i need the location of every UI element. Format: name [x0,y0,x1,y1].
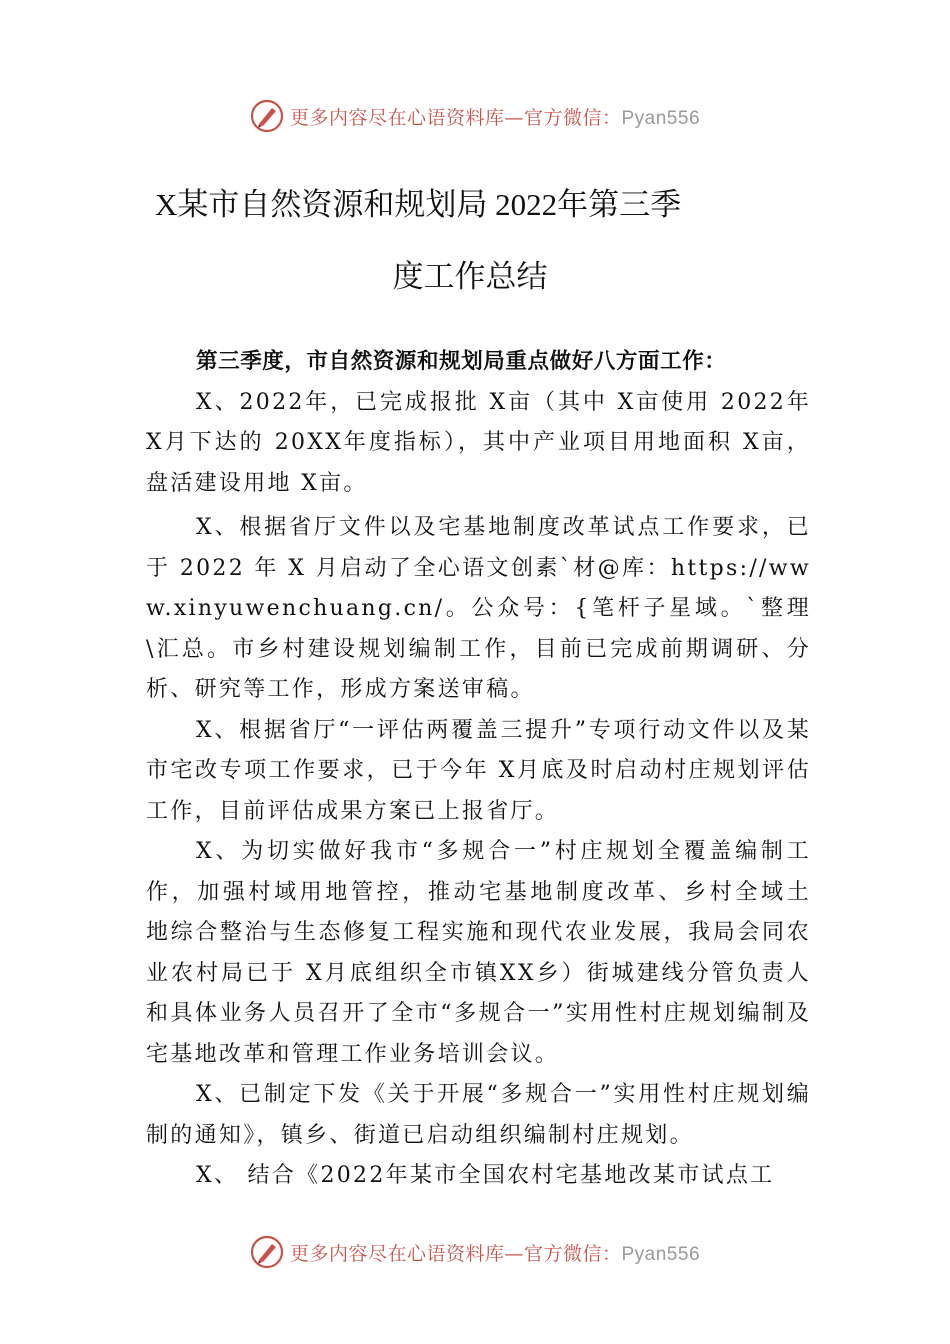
paragraph: X、根据省厅“一评估两覆盖三提升”专项行动文件以及某市宅改专项工作要求，已于今年 X月底及时启动村庄规划评估工作，目前评估成果方案已上报省厅。 [146,717,811,824]
paragraph: X、 结合《2022年某市全国农村宅基地改某市试点工 [196,1163,775,1188]
watermark-banner-top [0,96,950,136]
watermark-text: 更多内容尽在心语资料库—官方微信：Pyan556 [289,1242,701,1265]
pen-logo-icon [250,99,284,133]
paragraph: X、根据省厅文件以及宅基地制度改革试点工作要求，已于 2022 年 X 月启动了全心语文创素`材@库：https://www.xinyuwenchuang.cn/。公众号：{笔杆子星域。`整理\汇总。市乡村建设规划编制工作，目前已完成前期调研、分析、研究等工作，形成方案送审稿。 [146,515,811,702]
watermark-banner-bottom [0,1232,950,1272]
watermark-text: 更多内容尽在心语资料库—官方微信：Pyan556 [289,106,701,129]
paragraph-lead: 第三季度，市自然资源和规划局重点做好八方面工作： [196,349,727,374]
title-line-2: 度工作总结 [392,259,548,294]
paragraph: X、2022年，已完成报批 X亩（其中 X亩使用 2022年 X月下达的 20XX年度指标），其中产业项目用地面积 X亩，盘活建设用地 X亩。 [146,389,811,496]
pen-logo-icon [250,1235,284,1269]
title-line-1: X某市自然资源和规划局 2022年第三季 [155,187,682,222]
document-body [146,342,811,1197]
document-title [140,185,840,297]
paragraph: X、为切实做好我市“多规合一”村庄规划全覆盖编制工作，加强村域用地管控，推动宅基地制度改革、乡村全域土 地综合整治与生态修复工程实施和现代农业发展，我局会同农业农村局已于 X月底组织全市镇XX乡）街城建线分管负责人和具体业务人员召开了全市“多规合一”实用性村庄规划编制及宅基地改革和管理工作业务培训会议。 [146,839,811,1067]
paragraph: X、已制定下发《关于开展“多规合一”实用性村庄规划编制的通知》，镇乡、街道已启动组织编制村庄规划。 [146,1082,811,1148]
